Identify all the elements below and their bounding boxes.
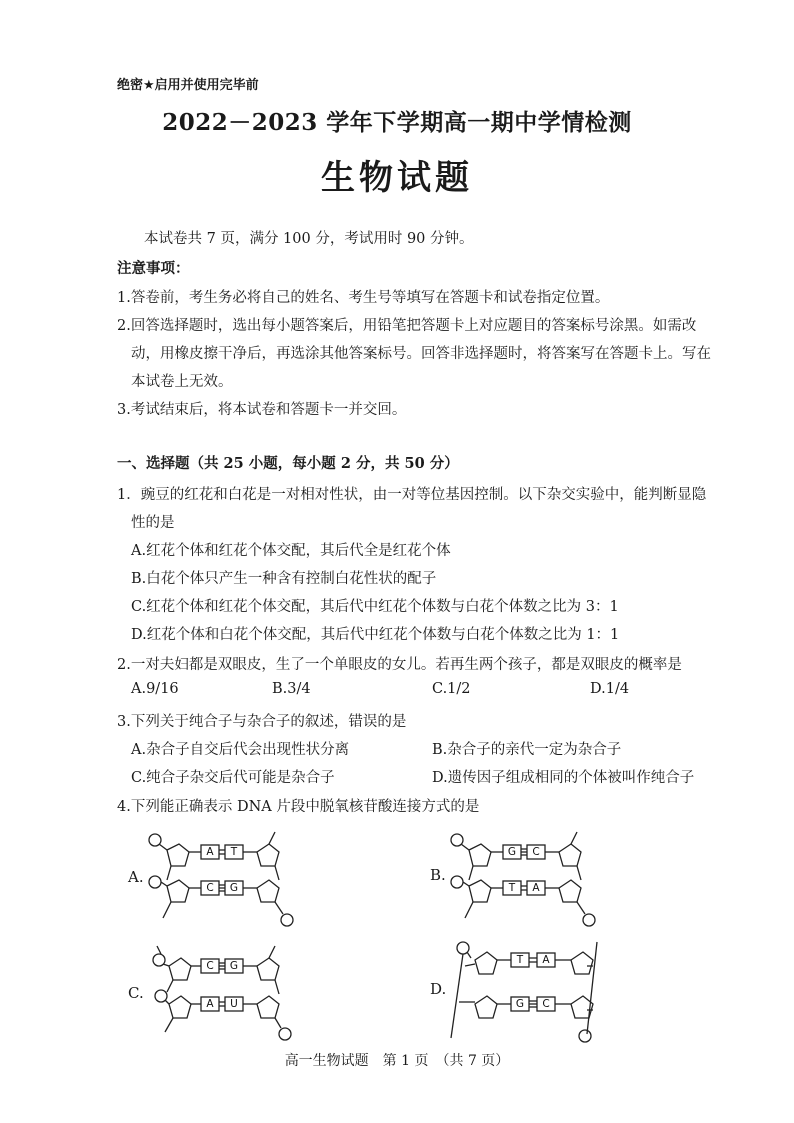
q2-option-d: D.1/4 <box>590 681 630 697</box>
q1-option-d: D.红花个体和白花个体交配，其后代中红花个体数与白花个体数之比为 1：1 <box>131 627 620 643</box>
q1-option-c: C.红花个体和红花个体交配，其后代中红花个体数与白花个体数之比为 3：1 <box>131 599 619 615</box>
base-letter: A <box>206 998 214 1010</box>
base-letter: A <box>206 846 214 858</box>
base-letter: A <box>532 882 540 894</box>
exam-title: 2022－2023 学年下学期高一期中学情检测 <box>162 109 632 136</box>
confidential-mark: 绝密★启用并使用完毕前 <box>117 78 259 93</box>
q4-stem: 4.下列能正确表示 DNA 片段中脱氧核苷酸连接方式的是 <box>117 799 480 815</box>
q1-stem-line-2: 性的是 <box>131 515 175 531</box>
q3-option-c: C.纯合子杂交后代可能是杂合子 <box>131 770 335 786</box>
q3-option-b: B.杂合子的亲代一定为杂合子 <box>432 742 622 758</box>
base-letter: C <box>206 882 214 894</box>
q2-stem: 2.一对夫妇都是双眼皮，生了一个单眼皮的女儿。若再生两个孩子，都是双眼皮的概率是 <box>117 657 682 673</box>
base-letter: T <box>516 954 524 966</box>
q4-option-c-diagram <box>145 942 295 1042</box>
note-item-2-line-2: 动，用橡皮擦干净后，再选涂其他答案标号。回答非选择题时，将答案写在答题卡上。写在 <box>131 346 711 362</box>
q2-option-c: C.1/2 <box>432 681 471 697</box>
base-letter: U <box>230 998 238 1010</box>
base-letter: G <box>507 846 517 858</box>
q4-option-a-diagram <box>145 828 295 928</box>
note-item-3: 3.考试结束后，将本试卷和答题卡一并交回。 <box>117 402 407 418</box>
q4-option-d-diagram <box>447 938 607 1042</box>
page-footer: 高一生物试题 第 1 页 （共 7 页） <box>284 1053 510 1069</box>
q2-option-b: B.3/4 <box>272 681 311 697</box>
exam-intro: 本试卷共 7 页，满分 100 分，考试用时 90 分钟。 <box>144 231 474 247</box>
q2-option-a: A.9/16 <box>131 681 179 697</box>
note-item-1: 1.答卷前，考生务必将自己的姓名、考生号等填写在答题卡和试卷指定位置。 <box>117 290 610 306</box>
base-letter: T <box>508 882 516 894</box>
base-letter: G <box>229 960 239 972</box>
q1-stem-line-1: 1．豌豆的红花和白花是一对相对性状，由一对等位基因控制。以下杂交实验中，能判断显隐 <box>117 487 707 503</box>
q4-option-c-label: C. <box>128 984 144 1002</box>
q4-option-d-label: D. <box>430 980 447 998</box>
q4-option-a-label: A. <box>128 868 144 886</box>
base-letter: A <box>542 954 550 966</box>
base-letter: G <box>515 998 525 1010</box>
q4-option-b-diagram <box>447 828 597 928</box>
base-letter: C <box>542 998 550 1010</box>
q3-option-d: D.遗传因子组成相同的个体被叫作纯合子 <box>432 770 695 786</box>
q4-option-b-label: B. <box>430 866 446 884</box>
q1-option-a: A.红花个体和红花个体交配，其后代全是红花个体 <box>131 543 451 559</box>
base-letter: G <box>229 882 239 894</box>
note-item-2-line-3: 本试卷上无效。 <box>131 374 233 390</box>
section-heading: 一、选择题（共 25 小题，每小题 2 分，共 50 分） <box>117 455 459 472</box>
notes-heading: 注意事项： <box>117 260 190 277</box>
base-letter: C <box>206 960 214 972</box>
subject-title: 生物试题 <box>321 158 473 198</box>
base-letter: C <box>532 846 540 858</box>
q3-option-a: A.杂合子自交后代会出现性状分离 <box>131 742 350 758</box>
base-letter: T <box>230 846 238 858</box>
q3-stem: 3.下列关于纯合子与杂合子的叙述，错误的是 <box>117 714 407 730</box>
note-item-2-line-1: 2.回答选择题时，选出每小题答案后，用铅笔把答题卡上对应题目的答案标号涂黑。如需改 <box>117 318 697 334</box>
q1-option-b: B.白花个体只产生一种含有控制白花性状的配子 <box>131 571 437 587</box>
